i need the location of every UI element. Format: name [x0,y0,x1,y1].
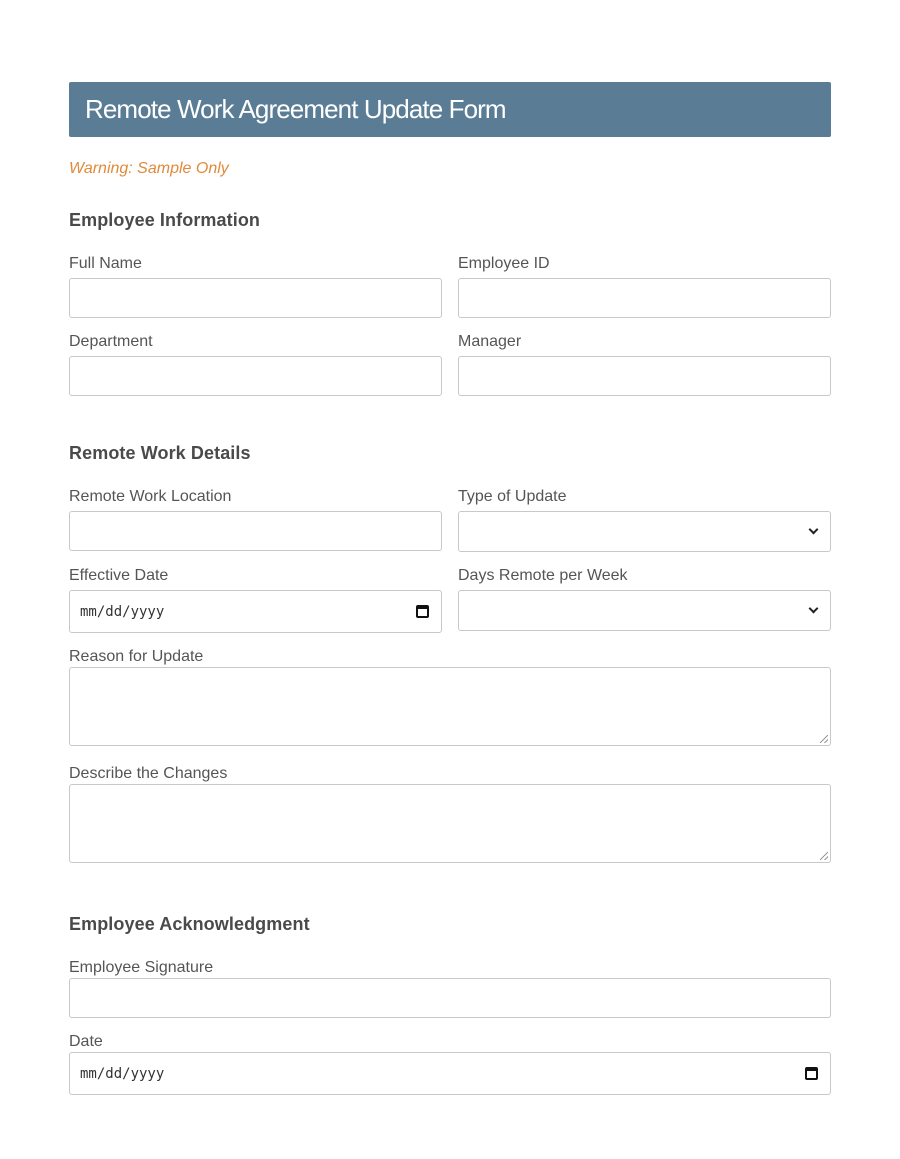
ack-date-input[interactable] [69,1052,831,1095]
days-remote-select[interactable] [458,590,831,631]
effective-date-input[interactable] [69,590,442,633]
form-title: Remote Work Agreement Update Form [85,94,506,124]
effective-date-label: Effective Date [69,567,169,584]
update-type-label: Type of Update [458,488,567,505]
changes-textarea[interactable] [69,784,831,863]
chevron-down-icon [809,525,819,535]
remote-location-label: Remote Work Location [69,488,232,505]
sample-warning: Warning: Sample Only [69,160,229,177]
manager-label: Manager [458,333,522,350]
employee-id-label: Employee ID [458,255,550,272]
ack-date-label: Date [69,1033,103,1050]
changes-label: Describe the Changes [69,765,228,782]
calendar-icon[interactable] [416,605,429,618]
signature-label: Employee Signature [69,959,214,976]
calendar-icon[interactable] [805,1067,818,1080]
days-remote-label: Days Remote per Week [458,567,628,584]
chevron-down-icon [809,604,819,614]
manager-input[interactable] [458,356,831,396]
full-name-label: Full Name [69,255,142,272]
employee-info-heading: Employee Information [69,210,261,230]
acknowledgment-heading: Employee Acknowledgment [69,914,310,934]
resize-handle-icon[interactable] [820,735,828,743]
effective-date-placeholder: mm/dd/yyyy [80,603,165,620]
remote-location-input[interactable] [69,511,442,551]
reason-label: Reason for Update [69,648,204,665]
update-type-select[interactable] [458,511,831,552]
resize-handle-icon[interactable] [820,852,828,860]
full-name-input[interactable] [69,278,442,318]
reason-textarea[interactable] [69,667,831,746]
signature-input[interactable] [69,978,831,1018]
department-label: Department [69,333,153,350]
ack-date-placeholder: mm/dd/yyyy [80,1065,165,1082]
form-header [69,82,831,137]
department-input[interactable] [69,356,442,396]
remote-details-heading: Remote Work Details [69,443,251,463]
employee-id-input[interactable] [458,278,831,318]
